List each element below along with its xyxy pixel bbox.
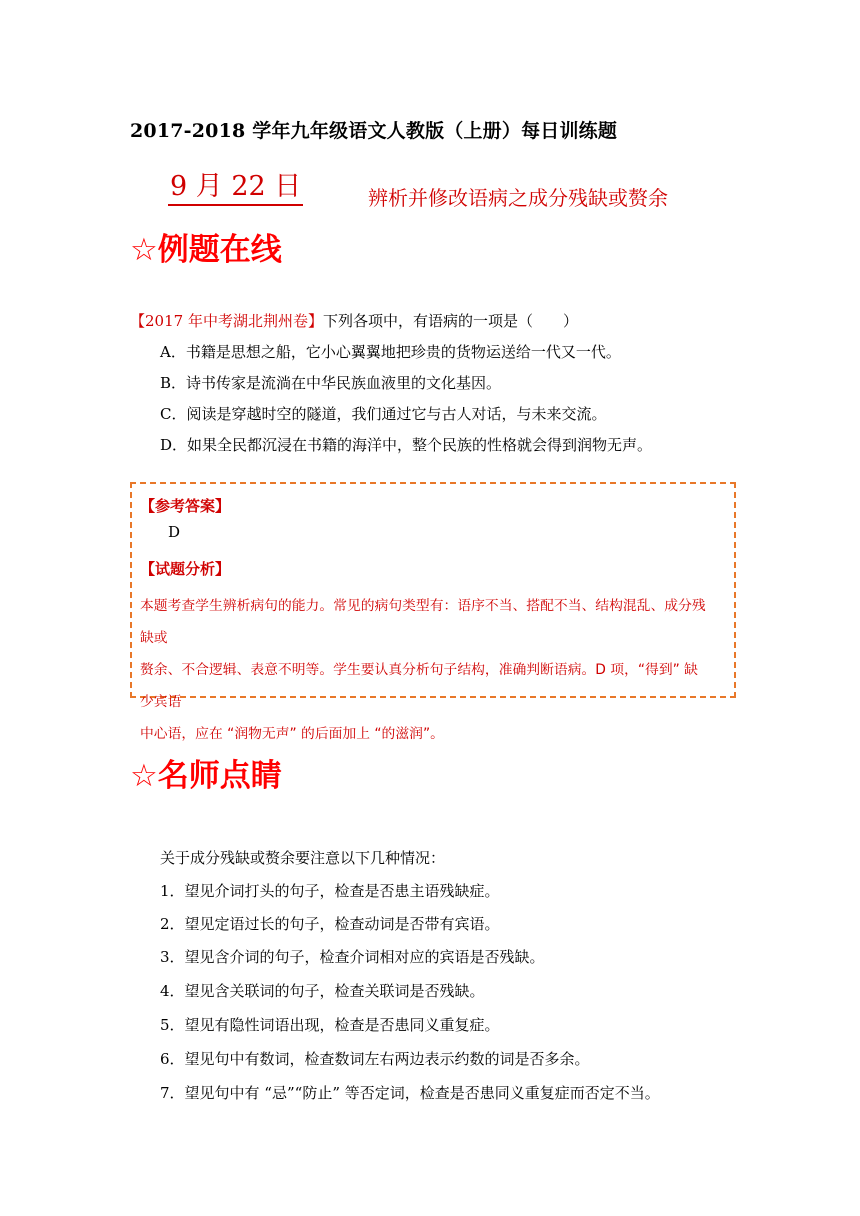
question-source: 【2017 年中考湖北荆州卷】 — [130, 312, 323, 330]
tip-item: 1．望见介词打头的句子，检查是否患主语残缺症。 — [160, 882, 500, 900]
question-stem: 下列各项中，有语病的一项是（ ） — [322, 312, 578, 330]
tip-item: 2．望见定语过长的句子，检查动词是否带有宾语。 — [160, 915, 500, 933]
document-title: 2017-2018 学年九年级语文人教版（上册）每日训练题 — [130, 120, 618, 142]
topic-heading: 辨析并修改语病之成分残缺或赘余 — [368, 186, 668, 210]
section-tips-heading — [130, 750, 282, 795]
star-icon: ☆ — [130, 232, 158, 268]
date-heading: 9 月 22 日 — [168, 172, 303, 206]
star-icon: ☆ — [130, 758, 158, 794]
tip-item: 7．望见句中有 “忌”“防止” 等否定词，检查是否患同义重复症而否定不当。 — [160, 1084, 660, 1102]
analysis-label: 【试题分析】 — [140, 560, 231, 578]
analysis-line: 赘余、不合逻辑、表意不明等。学生要认真分析句子结构，准确判断语病。D 项，“得到” 缺少宾语 — [140, 662, 698, 710]
option-b: B．诗书传家是流淌在中华民族血液里的文化基因。 — [160, 374, 502, 392]
tip-item: 4．望见含关联词的句子，检查关联词是否残缺。 — [160, 982, 485, 1000]
option-c: C．阅读是穿越时空的隧道，我们通过它与古人对话，与未来交流。 — [160, 405, 607, 423]
analysis-line: 本题考查学生辨析病句的能力。常见的病句类型有：语序不当、搭配不当、结构混乱、成分残缺或 — [140, 598, 706, 646]
tips-intro: 关于成分残缺或赘余要注意以下几种情况： — [160, 849, 446, 867]
analysis-text — [140, 590, 710, 750]
answer-label: 【参考答案】 — [140, 497, 231, 515]
tip-item: 3．望见含介词的句子，检查介词相对应的宾语是否残缺。 — [160, 948, 545, 966]
section-example-title: 例题在线 — [157, 232, 282, 268]
analysis-line: 中心语，应在 “润物无声” 的后面加上 “的滋润”。 — [140, 726, 444, 742]
tip-item: 5．望见有隐性词语出现，检查是否患同义重复症。 — [160, 1016, 500, 1034]
answer-value: D — [168, 523, 181, 541]
option-d: D．如果全民都沉浸在书籍的海洋中，整个民族的性格就会得到润物无声。 — [160, 436, 653, 454]
section-example-heading — [130, 224, 282, 269]
tip-item: 6．望见句中有数词，检查数词左右两边表示约数的词是否多余。 — [160, 1050, 590, 1068]
option-a: A．书籍是思想之船，它小心翼翼地把珍贵的货物运送给一代又一代。 — [160, 343, 621, 361]
section-tips-title: 名师点睛 — [157, 758, 282, 794]
question-line — [130, 310, 578, 331]
